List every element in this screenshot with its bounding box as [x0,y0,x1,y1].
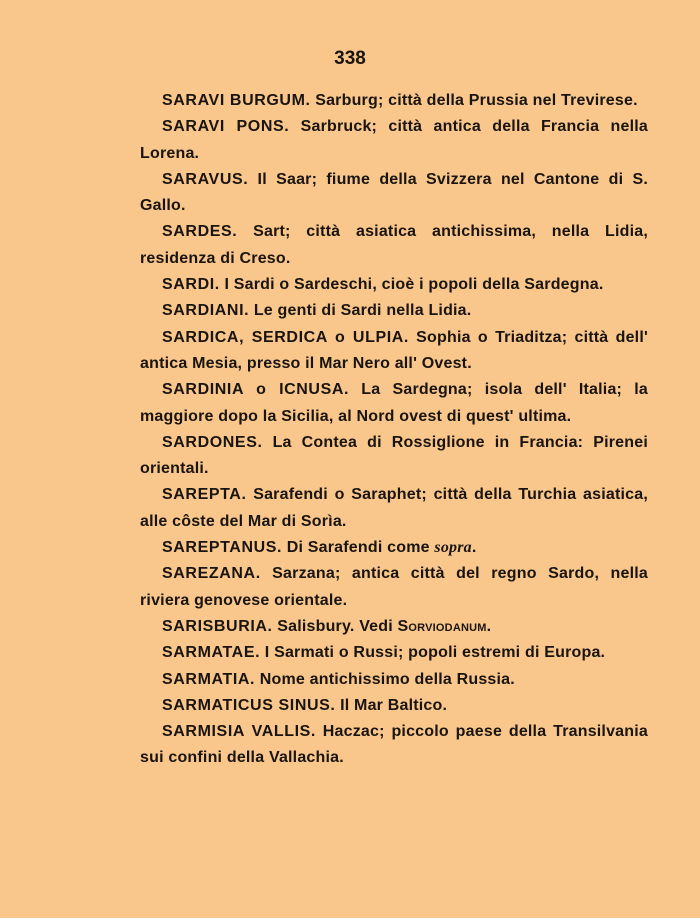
entry-headword: SARDINIA o ICNUSA. [162,381,350,399]
entry [140,535,648,561]
entry-text: Di Sarafendi come [282,539,435,557]
entry [140,325,648,378]
entry-headword: SAREZANA. [162,565,261,583]
entry-text: Il Saar; fiume della Svizzera nel Cantone di S. Gallo. [140,170,648,215]
entry [140,430,648,483]
entry-headword: SAREPTA. [162,486,247,504]
entry [140,667,648,693]
entry-headword: SARAVI PONS. [162,118,290,136]
entry-headword: SARDES. [162,223,238,241]
entry-headword: SARDONES. [162,433,263,451]
entry-text: Haczac; piccolo paese della Transilvania sui confini della Vallachia. [140,723,648,767]
entry-headword: SARAVI BURGUM. [162,92,311,109]
entry-text: Sarburg; città della Prussia nel Trevirese. [310,92,638,109]
entry-text: La Contea di Rossiglione in Francia: Pirenei orientali. [140,433,648,478]
entry-headword: SARMATIA. [162,670,256,688]
entry-text: Sophia o Triaditza; città dell' antica Mesia, presso il Mar Nero all' Ovest. [140,328,648,372]
entry-text: Sarafendi o Saraphet; città della Turchia asiatica, alle côste del Mar di Sorìa. [140,486,648,530]
page-number: 338 [334,48,366,69]
entry-text: Sarbruck; città antica della Francia nella Lorena. [140,118,648,162]
entry-text: Sarzana; antica città del regno Sardo, nella riviera genovese orientale. [140,565,648,609]
entry [140,88,648,114]
entry [140,614,648,640]
entry-headword: SARISBURIA. [162,617,273,635]
entry-headword: SARDIANI. [162,302,250,320]
entry [140,167,648,220]
dictionary-entries [140,88,648,772]
entry-text: Il Mar Baltico. [335,696,448,714]
entry [140,693,648,719]
entry-italic-ref: sopra [434,539,472,557]
entry-headword: SARMATICUS SINUS. [162,696,336,714]
entry-text: Le genti di Sardi nella Lidia. [249,302,472,320]
entry-headword: SARAVUS. [162,170,249,188]
entry-cross-reference: Sorviodanum [397,617,487,635]
entry-text: Salisbury. Vedi [272,617,398,635]
entry-headword: SARDICA, SERDICA o ULPIA. [162,328,409,346]
entry-tail: . [471,539,477,557]
entry [140,219,648,272]
entry-text: I Sarmati o Russi; popoli estremi di Europa. [260,644,606,662]
entry-text: I Sardi o Sardeschi, cioè i popoli della Sardegna. [219,276,604,294]
entry [140,377,648,430]
entry [140,272,648,298]
entry-tail: . [486,617,492,635]
entry [140,482,648,535]
entry-headword: SARDI. [162,276,220,294]
entry-text: Sart; città asiatica antichissima, nella Lidia, residenza di Creso. [140,223,648,267]
entry [140,114,648,167]
entry-headword: SARMATAE. [162,644,261,662]
entry [140,561,648,614]
entry [140,719,648,772]
entry-text: La Sardegna; isola dell' Italia; la maggiore dopo la Sicilia, al Nord ovest di quest' ultima. [140,381,648,425]
entry [140,298,648,324]
entry-text: Nome antichissimo della Russia. [255,670,515,688]
entry-headword: SAREPTANUS. [162,539,283,557]
entry-headword: SARMISIA VALLIS. [162,723,316,741]
entry [140,640,648,666]
